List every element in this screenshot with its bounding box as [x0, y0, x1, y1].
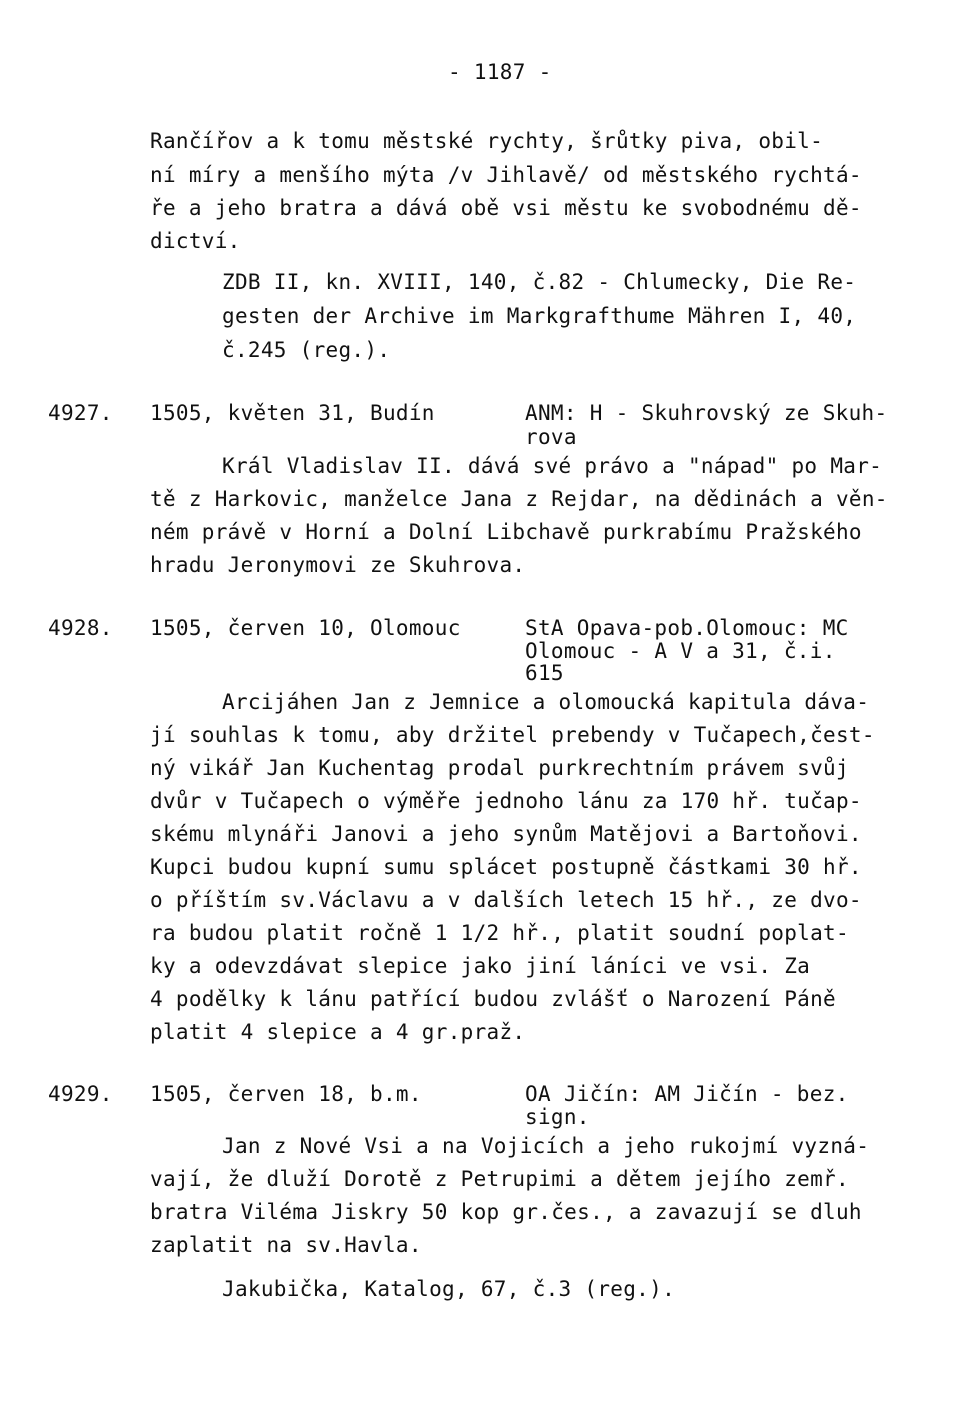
- page-number: - 1187 -: [448, 60, 552, 84]
- entry-text-line: zaplatit na sv.Havla.: [150, 1233, 422, 1257]
- entry-archive-line: 615: [525, 661, 564, 685]
- entry-text-line: hradu Jeronymovi ze Skuhrova.: [150, 553, 526, 577]
- intro-text-line: ře a jeho bratra a dává obě vsi městu ke svobodnému dě-: [150, 196, 862, 220]
- entry-archive-line: sign.: [525, 1105, 590, 1129]
- intro-text-line: dictví.: [150, 229, 241, 253]
- intro-source-line: ZDB II, kn. XVIII, 140, č.82 - Chlumecky, Die Re-: [222, 270, 857, 294]
- entry-archive-line: rova: [525, 425, 577, 449]
- entry-date: 1505, červen 10, Olomouc: [150, 616, 461, 640]
- entry-number: 4927.: [48, 401, 113, 425]
- entry-text-line: ra budou platit ročně 1 1/2 hř., platit soudní poplat-: [150, 921, 849, 945]
- entry-number: 4929.: [48, 1082, 113, 1106]
- entry-text-line: bratra Viléma Jiskry 50 kop gr.čes., a zavazují se dluh: [150, 1200, 862, 1224]
- entry-number: 4928.: [48, 616, 113, 640]
- entry-archive-line: StA Opava-pob.Olomouc: MC: [525, 616, 849, 640]
- entry-text-line: Král Vladislav II. dává své právo a "nápad" po Mar-: [222, 454, 883, 478]
- entry-date: 1505, květen 31, Budín: [150, 401, 435, 425]
- entry-archive-line: Olomouc - A V a 31, č.i.: [525, 639, 836, 663]
- entry-text-line: jí souhlas k tomu, aby držitel prebendy v Tučapech,čest-: [150, 723, 875, 747]
- intro-source-line: č.245 (reg.).: [222, 338, 391, 362]
- intro-text-line: ní míry a menšího mýta /v Jihlavě/ od městského rychtá-: [150, 163, 862, 187]
- entry-text-line: skému mlynáři Janovi a jeho synům Matějovi a Bartoňovi.: [150, 822, 862, 846]
- intro-source-line: gesten der Archive im Markgrafthume Mähren I, 40,: [222, 304, 857, 328]
- entry-text-line: ky a odevzdávat slepice jako jiní láníci ve vsi. Za: [150, 954, 811, 978]
- entry-text-line: 4 podělky k lánu patřící budou zvlášť o Narození Páně: [150, 987, 836, 1011]
- entry-date: 1505, červen 18, b.m.: [150, 1082, 422, 1106]
- entry-text-line: Jan z Nové Vsi a na Vojicích a jeho rukojmí vyzná-: [222, 1134, 870, 1158]
- entry-text-line: o příštím sv.Václavu a v dalších letech 15 hř., ze dvo-: [150, 888, 862, 912]
- intro-text-line: Rančířov a k tomu městské rychty, šrůtky piva, obil-: [150, 129, 824, 153]
- entry-text-line: platit 4 slepice a 4 gr.praž.: [150, 1020, 526, 1044]
- entry-text-line: Kupci budou kupní sumu splácet postupně částkami 30 hř.: [150, 855, 862, 879]
- entry-text-line: tě z Harkovic, manželce Jana z Rejdar, na dědinách a věn-: [150, 487, 888, 511]
- entry-archive-line: ANM: H - Skuhrovský ze Skuh-: [525, 401, 888, 425]
- entry-text-line: dvůr v Tučapech o výměře jednoho lánu za 170 hř. tučap-: [150, 789, 862, 813]
- entry-text-line: Arcijáhen Jan z Jemnice a olomoucká kapitula dáva-: [222, 690, 870, 714]
- entry-source-line: Jakubička, Katalog, 67, č.3 (reg.).: [222, 1277, 676, 1301]
- entry-text-line: ném právě v Horní a Dolní Libchavě purkrabímu Pražského: [150, 520, 862, 544]
- entry-text-line: vají, že dluží Dorotě z Petrupimi a dětem jejího zemř.: [150, 1167, 849, 1191]
- entry-archive-line: OA Jičín: AM Jičín - bez.: [525, 1082, 849, 1106]
- entry-text-line: ný vikář Jan Kuchentag prodal purkrechtním právem svůj: [150, 756, 849, 780]
